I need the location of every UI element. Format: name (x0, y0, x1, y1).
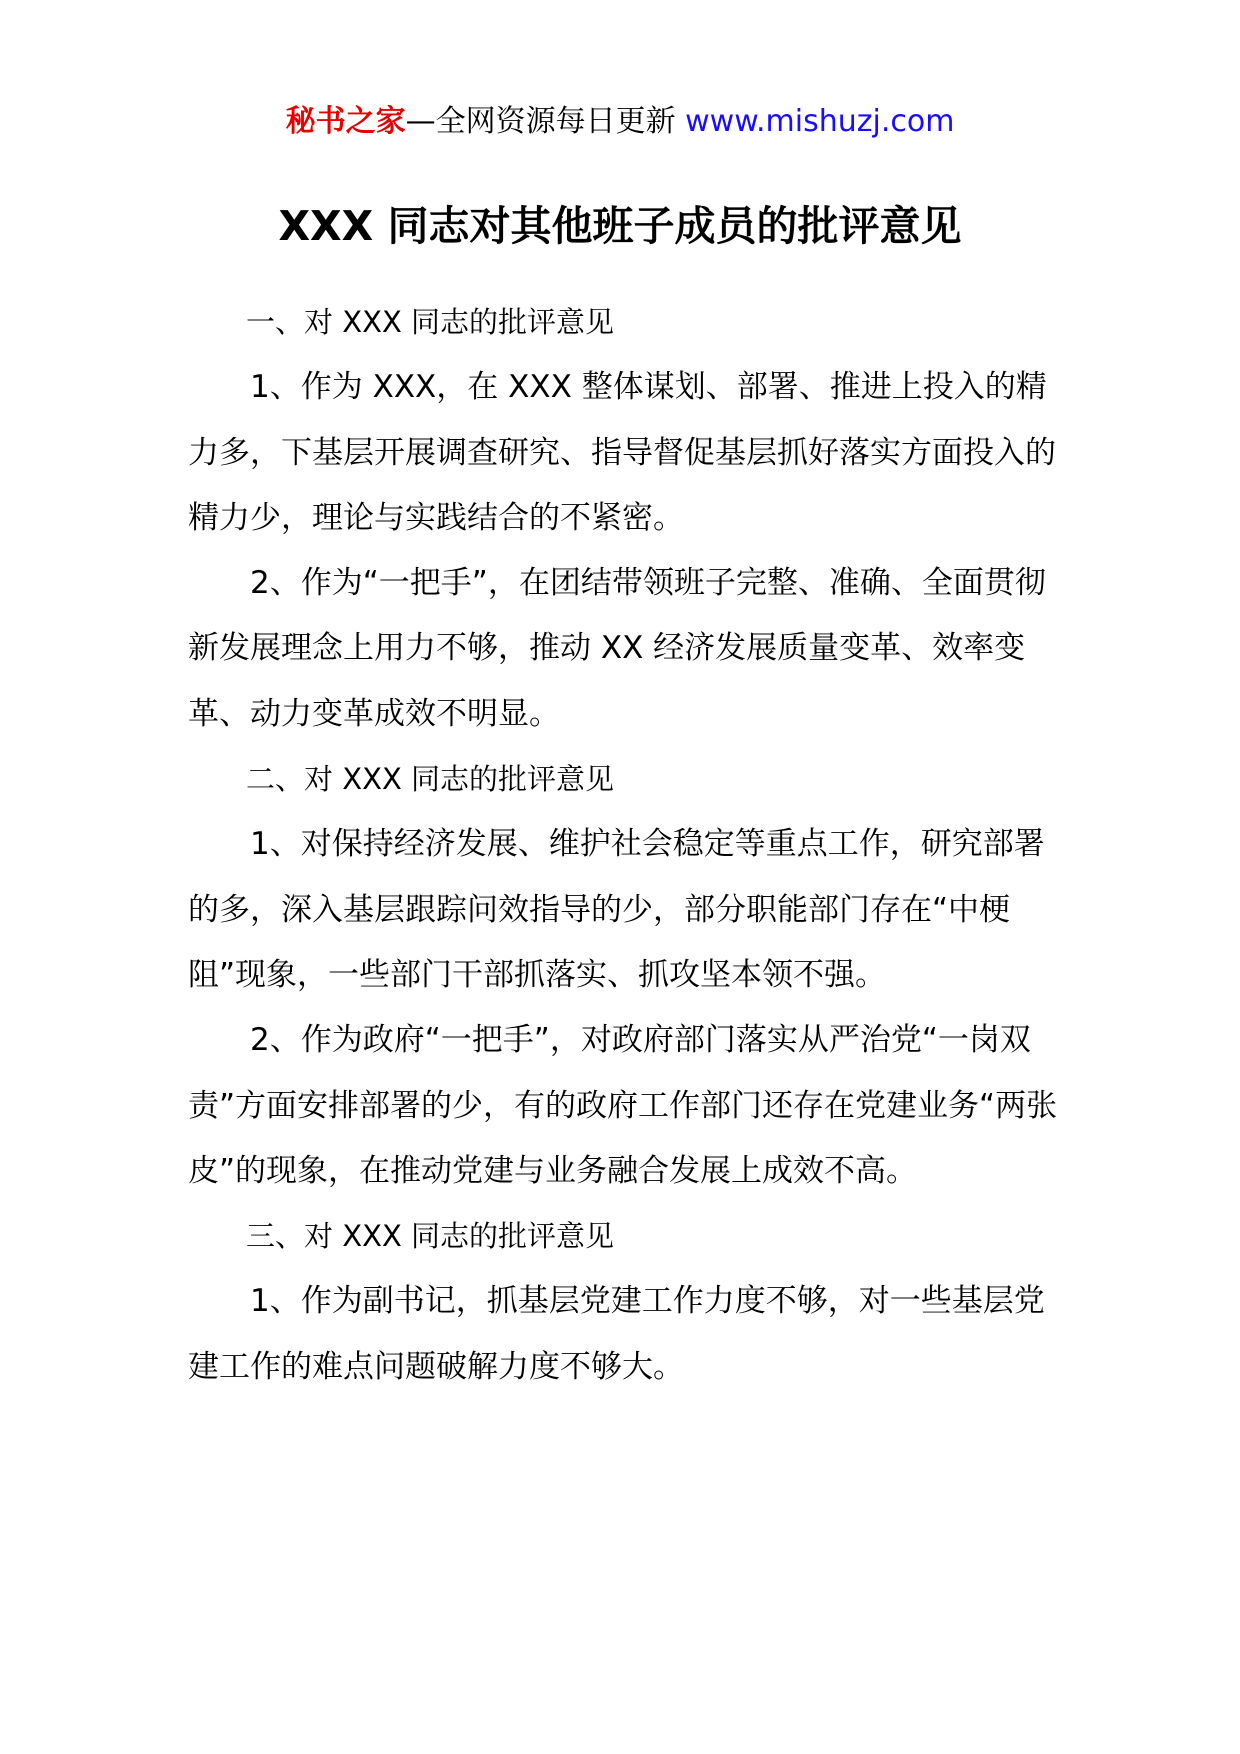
section-heading-2: 二、对 XXX 同志的批评意见 (246, 762, 615, 797)
section-heading-1: 一、对 XXX 同志的批评意见 (246, 305, 615, 339)
paragraph-1-1: 1、作为 XXX，在 XXX 整体谋划、部署、推进上投入的精力多，下基层开展调查研究、指导督促基层抓好落实方面投入的精力少，理论与实践结合的不紧密。 (188, 369, 1056, 536)
paragraph-2-2: 2、作为政府“一把手”，对政府部门落实从严治党“一岗双责”方面安排部署的少，有的政府工作部门还存在党建业务“两张皮”的现象，在推动党建与业务融合发展上成效不高。 (188, 1022, 1058, 1189)
document-title: XXX 同志对其他班子成员的批评意见 (278, 202, 962, 250)
paragraph-2-1: 1、对保持经济发展、维护社会稳定等重点工作，研究部署的多，深入基层跟踪问效指导的少，部分职能部门存在“中梗阻”现象，一些部门干部抓落实、抓攻坚本领不强。 (188, 826, 1045, 993)
site-url-link[interactable]: www.mishuzj.com (685, 104, 955, 139)
brand-name: 秘书之家 (285, 104, 406, 139)
paragraph-1-2: 2、作为“一把手”，在团结带领班子完整、准确、全面贯彻新发展理念上用力不够，推动 XX 经济发展质量变革、效率变革、动力变革成效不明显。 (188, 565, 1046, 732)
header-tagline: —全网资源每日更新 (405, 104, 676, 139)
document-body (188, 290, 1068, 1400)
site-header (0, 102, 1240, 142)
section-heading-3: 三、对 XXX 同志的批评意见 (246, 1219, 615, 1254)
paragraph-3-1: 1、作为副书记，抓基层党建工作力度不够，对一些基层党建工作的难点问题破解力度不够大。 (188, 1283, 1045, 1385)
